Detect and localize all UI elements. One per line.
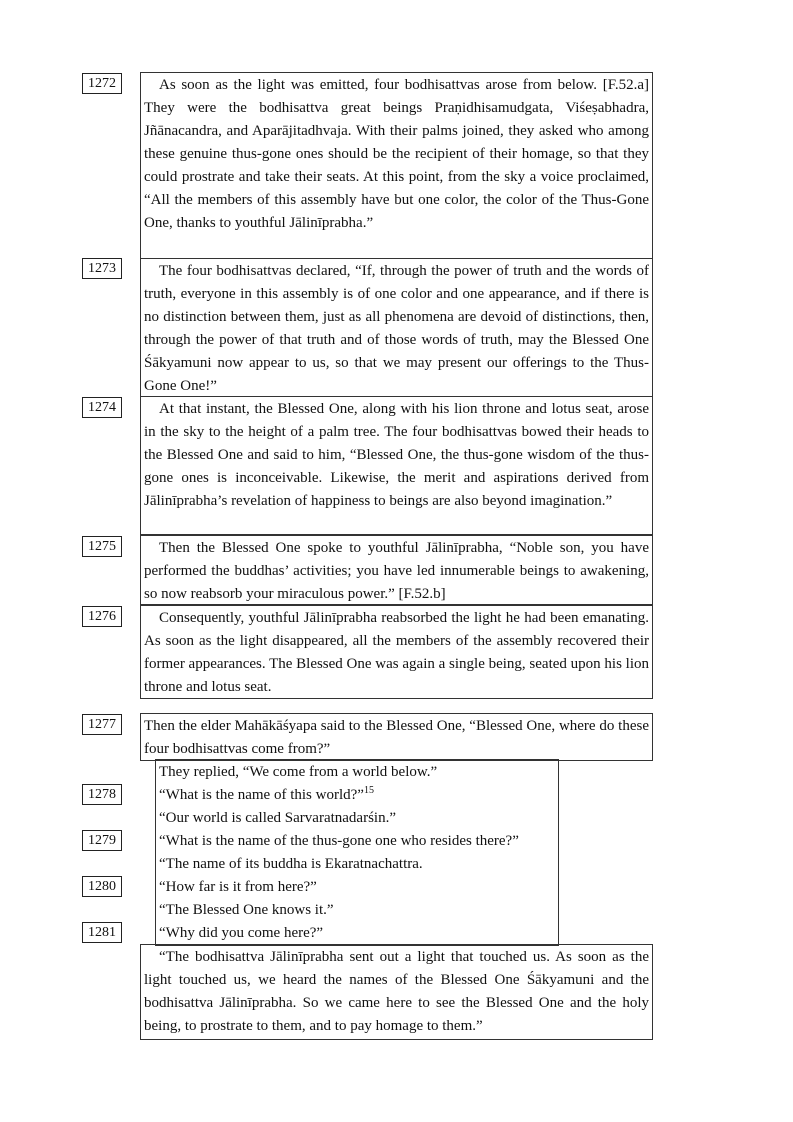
paragraph-text: Consequently, youthful Jālinīprabha reabsorbed the light he had been emanating. As soon as the light disappeared, all the members of the assembly recovered their former appearances. The Blessed One was again a single being, seated upon his lion throne and lotus seat. xyxy=(144,610,649,695)
paragraph-number-1276: 1276 xyxy=(82,606,122,627)
paragraph-text: Then the elder Mahākāśyapa said to the Blessed One, “Blessed One, where do these four bodhisattvas come from?” xyxy=(144,718,649,757)
paragraph-text: The four bodhisattvas declared, “If, through the power of truth and the words of truth, everyone in this assembly is of one color and one appearance, and if there is no distinction between them, just as all phenomena are devoid of distinctions, then, through the power of that truth and of those words of truth, may the Blessed One Śākyamuni now appear to us, so that we may present our offerings to the Thus-Gone One!” xyxy=(144,263,649,394)
footnote-ref[interactable]: 15 xyxy=(363,785,374,796)
paragraph-1276 xyxy=(140,605,653,699)
paragraph-number-1277: 1277 xyxy=(82,714,122,735)
dialogue-line: “The name of its buddha is Ekaratnachattra. xyxy=(159,856,423,872)
paragraph-number-1279: 1279 xyxy=(82,830,122,851)
paragraph-number-1275: 1275 xyxy=(82,536,122,557)
paragraph-number-1280: 1280 xyxy=(82,876,122,897)
paragraph-number-1273: 1273 xyxy=(82,258,122,279)
paragraph-1272 xyxy=(140,72,653,259)
dialogue-line: They replied, “We come from a world below.” xyxy=(159,764,438,780)
paragraph-text: “The bodhisattva Jālinīprabha sent out a light that touched us. As soon as the light touched us, we heard the names of the Blessed One Śākyamuni and the bodhisattva Jālinīprabha. So we came here to see the Blessed One and the holy being, to prostrate to them, and to pay homage to them.” xyxy=(144,949,649,1034)
paragraph-number-1272: 1272 xyxy=(82,73,122,94)
paragraph-1273 xyxy=(140,258,653,397)
dialogue-line: “How far is it from here?” xyxy=(159,879,317,895)
paragraph-1274 xyxy=(140,396,653,535)
dialogue-line: “What is the name of this world?”$^{15}$ xyxy=(159,785,374,803)
paragraph-number-1278: 1278 xyxy=(82,784,122,805)
paragraph-text: As soon as the light was emitted, four bodhisattvas arose from below. [F.52.a] They were the bodhisattva great beings Praṇidhisamudgata, Viśeṣabhadra, Jñānacandra, and Aparājitadhvaja. With their palms joined, they asked who among these genuine thus-gone ones should be the recipient of their homage, so that they could prostrate and take their seats. At this point, from the sky a voice proclaimed, “All the members of this assembly have but one color, the color of the Thus-Gone One, thanks to youthful Jālinīprabha.” xyxy=(144,77,649,231)
paragraph-1277 xyxy=(140,713,653,761)
dialogue-line: “What is the name of the thus-gone one who resides there?” xyxy=(159,833,519,849)
paragraph-number-1274: 1274 xyxy=(82,397,122,418)
paragraph-text: At that instant, the Blessed One, along with his lion throne and lotus seat, arose in the sky to the height of a palm tree. The four bodhisattvas bowed their heads to the Blessed One and said to him, “Blessed One, the thus-gone wisdom of the thus-gone ones is inconceivable. Likewise, the merit and aspirations derived from Jālinīprabha’s revelation of happiness to beings are also beyond imagination.” xyxy=(144,401,649,509)
paragraph-text: Then the Blessed One spoke to youthful Jālinīprabha, “Noble son, you have performed the buddhas’ activities; you have led innumerable beings to awakening, so now reabsorb your miraculous power.” [F.52.b] xyxy=(144,540,649,602)
dialogue-line: “Why did you come here?” xyxy=(159,925,324,941)
dialogue-line: “Our world is called Sarvaratnadarśin.” xyxy=(159,810,396,826)
paragraph-number-1281: 1281 xyxy=(82,922,122,943)
paragraph-1275 xyxy=(140,535,653,605)
closing-paragraph xyxy=(140,944,653,1040)
dialogue-line: “The Blessed One knows it.” xyxy=(159,902,334,918)
dialogue-box xyxy=(155,759,559,946)
